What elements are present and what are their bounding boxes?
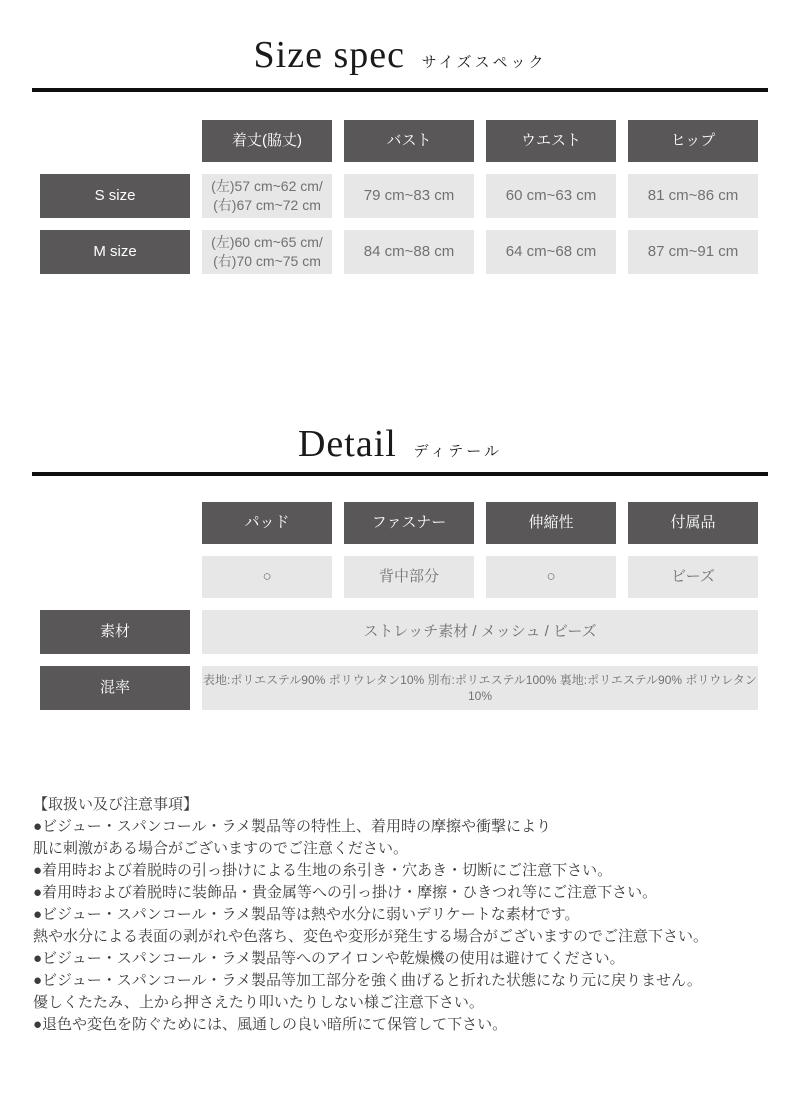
detail-accessory-value: ビーズ <box>628 556 758 598</box>
size-m-bust-cell: 84 cm~88 cm <box>344 230 474 274</box>
size-s-bust-cell: 79 cm~83 cm <box>344 174 474 218</box>
size-spec-divider <box>32 88 768 92</box>
detail-column-header-pad: パッド <box>202 502 332 544</box>
note-line: 肌に刺激がある場合がございますのでご注意ください。 <box>33 840 409 857</box>
mixture-row-label: 混率 <box>40 666 190 710</box>
size-m-length-cell <box>202 230 332 274</box>
note-line: ●退色や変色を防ぐためには、風通しの良い暗所にて保管して下さい。 <box>33 1016 508 1033</box>
size-s-waist-cell: 60 cm~63 cm <box>486 174 616 218</box>
note-line: ●着用時および着脱時に装飾品・貴金属等への引っ掛け・摩擦・ひきつれ等にご注意下さい。 <box>33 884 658 901</box>
detail-title-ja: ディテール <box>413 444 503 460</box>
page <box>0 36 800 1036</box>
detail-divider <box>32 472 768 476</box>
size-m-hip-cell: 87 cm~91 cm <box>628 230 758 274</box>
note-line: ●ビジュー・スパンコール・ラメ製品等へのアイロンや乾燥機の使用は避けてください。 <box>33 950 625 967</box>
notes-heading: 【取扱い及び注意事項】 <box>33 796 199 813</box>
detail-pad-value: ○ <box>202 556 332 598</box>
size-table-corner <box>40 120 190 162</box>
detail-title-en: Detail <box>297 423 397 465</box>
size-column-header-hip: ヒップ <box>628 120 758 162</box>
note-line: 優しくたたみ、上から押さえたり叩いたりしない様ご注意下さい。 <box>33 994 484 1011</box>
note-line: ●ビジュー・スパンコール・ラメ製品等加工部分を強く曲げると折れた状態になり元に戻りません。 <box>33 972 702 989</box>
size-column-header-bust: バスト <box>344 120 474 162</box>
size-column-header-length: 着丈(脇丈) <box>202 120 332 162</box>
note-line: ●ビジュー・スパンコール・ラメ製品等は熱や水分に弱いデリケートな素材です。 <box>33 906 580 923</box>
mixture-value-cell: 表地:ポリエステル90% ポリウレタン10% 別布:ポリエステル100% 裏地:ポリエステル90% ポリウレタン10% <box>202 666 758 710</box>
detail-stretch-value: ○ <box>486 556 616 598</box>
material-row-label: 素材 <box>40 610 190 654</box>
size-spec-section <box>0 36 800 274</box>
size-column-header-waist: ウエスト <box>486 120 616 162</box>
size-spec-title-en: Size spec <box>253 34 405 76</box>
size-m-length-line1: (左)60 cm~65 cm/ <box>211 234 323 251</box>
size-s-length-line1: (左)57 cm~62 cm/ <box>211 178 323 195</box>
size-spec-title <box>0 36 800 74</box>
size-s-hip-cell: 81 cm~86 cm <box>628 174 758 218</box>
size-s-length-line2: (右)67 cm~72 cm <box>213 197 321 213</box>
note-line: ●着用時および着脱時の引っ掛けによる生地の糸引き・穴あき・切断にご注意下さい。 <box>33 862 613 879</box>
note-line: 熱や水分による表面の剥がれや色落ち、変色や変形が発生する場合がございますのでご注意下さい。 <box>33 928 709 945</box>
detail-values-spacer <box>40 556 190 598</box>
handling-notes <box>33 794 800 1036</box>
detail-table-corner <box>40 502 190 544</box>
size-s-length-cell <box>202 174 332 218</box>
size-row-label-s: S size <box>40 174 190 218</box>
size-spec-title-ja: サイズスペック <box>421 55 547 71</box>
detail-table <box>40 502 800 710</box>
detail-fastener-value: 背中部分 <box>344 556 474 598</box>
size-row-label-m: M size <box>40 230 190 274</box>
detail-section <box>0 425 800 710</box>
detail-column-header-fastener: ファスナー <box>344 502 474 544</box>
size-m-length-line2: (右)70 cm~75 cm <box>213 253 321 269</box>
size-spec-table <box>40 120 800 274</box>
size-m-waist-cell: 64 cm~68 cm <box>486 230 616 274</box>
material-value-cell: ストレッチ素材 / メッシュ / ビーズ <box>202 610 758 654</box>
detail-column-header-accessory: 付属品 <box>628 502 758 544</box>
detail-title <box>0 425 800 463</box>
note-line: ●ビジュー・スパンコール・ラメ製品等の特性上、着用時の摩擦や衝撃により <box>33 818 552 835</box>
detail-column-header-stretch: 伸縮性 <box>486 502 616 544</box>
